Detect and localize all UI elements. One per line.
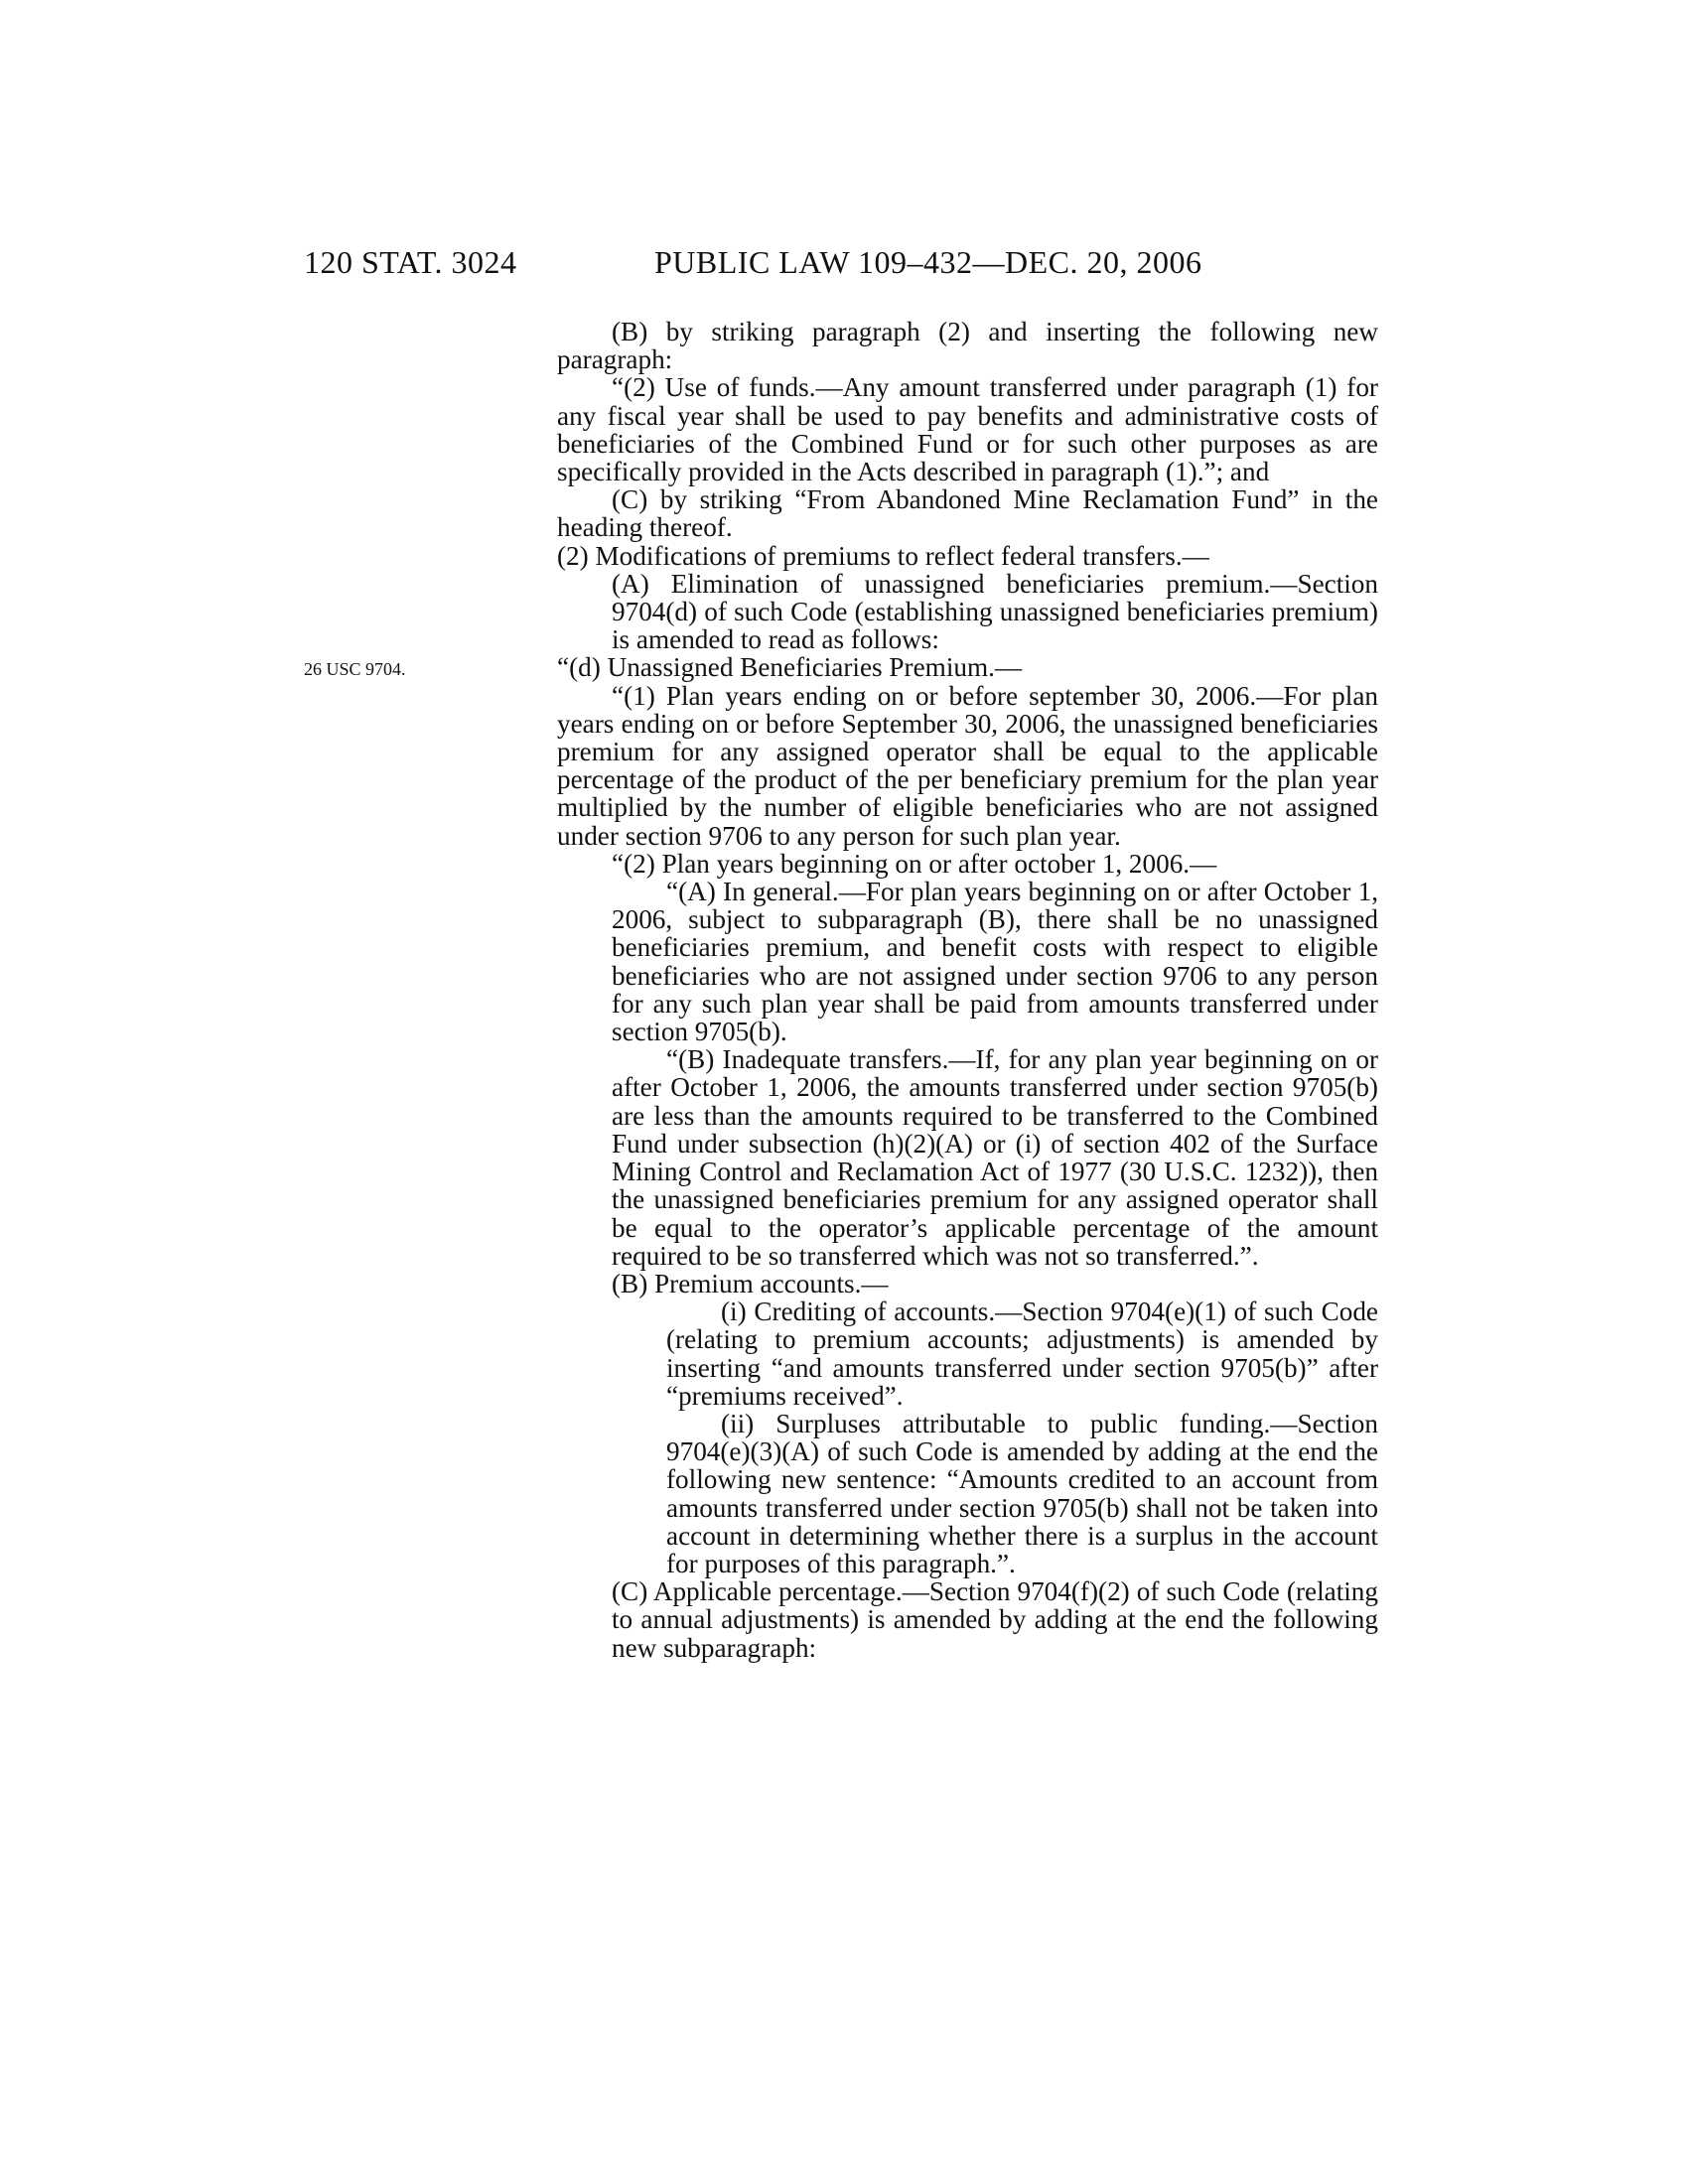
paragraph: (C) by striking “From Abandoned Mine Reclamation Fund” in the heading thereof.	[557, 484, 1378, 543]
margin-note: 26 USC 9704.	[304, 659, 406, 679]
paragraph: (i) Crediting of accounts.—Section 9704(e)(1) of such Code (relating to premium accounts; adjustments) is amended by inserting “and amounts transferred under section 9705(b)” after “premiums received”.	[666, 1297, 1378, 1411]
body-text	[557, 318, 1378, 1662]
paragraph: (2) Modifications of premiums to reflect federal transfers.—	[557, 540, 1209, 571]
paragraph: (B) Premium accounts.—	[612, 1268, 889, 1298]
paragraph: (ii) Surpluses attributable to public funding.—Section 9704(e)(3)(A) of such Code is amended by adding at the end the following new sentence: “Amounts credited to an account from amounts transferred under section 9705(b) shall not be taken into account in determining whether there is a surplus in the account for purposes of this paragraph.”.	[666, 1408, 1378, 1578]
paragraph: (C) Applicable percentage.—Section 9704(f)(2) of such Code (relating to annual adjustments) is amended by adding at the end the following new subparagraph:	[612, 1576, 1378, 1663]
paragraph: “(A) In general.—For plan years beginning on or after October 1, 2006, subject to subparagraph (B), there shall be no unassigned beneficiaries premium, and benefit costs with respect to eligible beneficiaries who are not assigned under section 9706 to any person for any such plan year shall be paid from amounts transferred under section 9705(b).	[612, 877, 1378, 1047]
paragraph: “(2) Use of funds.—Any amount transferred under paragraph (1) for any fiscal year shall be used to pay benefits and administrative costs of beneficiaries of the Combined Fund or for such other purposes as are specifically provided in the Acts described in paragraph (1).”; and	[557, 372, 1378, 487]
paragraph: “(d) Unassigned Beneficiaries Premium.—	[557, 652, 1023, 683]
page-number: 120 STAT. 3024	[304, 244, 517, 280]
running-head: PUBLIC LAW 109–432—DEC. 20, 2006	[654, 244, 1202, 280]
paragraph: (B) by striking paragraph (2) and inserting the following new paragraph:	[557, 317, 1378, 375]
paragraph: “(B) Inadequate transfers.—If, for any plan year beginning on or after October 1, 2006, the amounts transferred under section 9705(b) are less than the amounts required to be transferred to the Combined Fund under subsection (h)(2)(A) or (i) of section 402 of the Surface Mining Control and Reclamation Act of 1977 (30 U.S.C. 1232)), then the unassigned beneficiaries premium for any assigned operator shall be equal to the operator’s applicable percentage of the amount required to be so transferred which was not so transferred.”.	[612, 1044, 1378, 1271]
page-header	[0, 244, 1688, 294]
paragraph: (A) Elimination of unassigned beneficiaries premium.—Section 9704(d) of such Code (establishing unassigned beneficiaries premium) is amended to read as follows:	[612, 568, 1378, 655]
paragraph: “(2) Plan years beginning on or after october 1, 2006.—	[612, 848, 1217, 879]
paragraph: “(1) Plan years ending on or before september 30, 2006.—For plan years ending on or before September 30, 2006, the unassigned beneficiaries premium for any assigned operator shall be equal to the applicable percentage of the product of the per beneficiary premium for the plan year multiplied by the number of eligible beneficiaries who are not assigned under section 9706 to any person for such plan year.	[557, 680, 1378, 851]
